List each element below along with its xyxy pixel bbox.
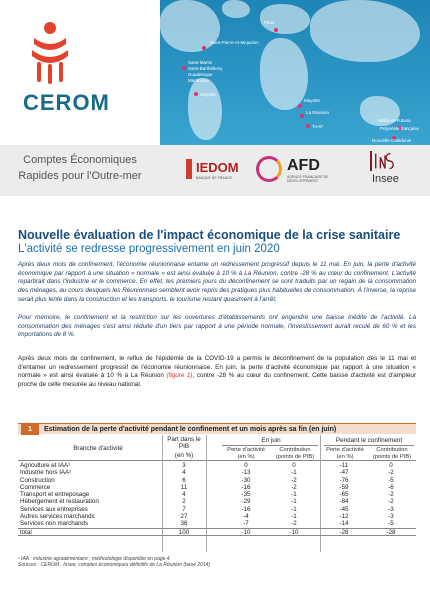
afd-ring-icon: [256, 156, 282, 182]
map-label-mayotte: Mayotte: [304, 98, 321, 103]
cell-confinement-contribution: -2: [388, 491, 394, 499]
cell-confinement-loss: -47: [339, 469, 349, 477]
cell-june-contribution: -2: [291, 483, 297, 491]
table-footnote: ¹ IAA : industrie agroalimentaire ; méthodologie disponible en page 4.: [18, 556, 171, 562]
cell-june-contribution: -1: [291, 498, 297, 506]
col-header-branch: Branche d'activité: [73, 445, 123, 452]
cell-june-contribution: -2: [291, 520, 297, 528]
map-land-south-america: [188, 78, 222, 140]
map-label-guyane: Guyane: [200, 92, 216, 97]
world-map: [160, 0, 430, 145]
afd-name: AFD: [287, 157, 320, 174]
table-sources: Sources : CEROM ; Insee, comptes économiques définitifs de La Réunion (base 2014): [18, 562, 211, 568]
activity-loss-table: [18, 423, 416, 553]
tagline-line-1: Comptes Économiques: [23, 154, 137, 166]
cell-share: 36: [180, 520, 188, 528]
cell-confinement-contribution: -3: [388, 513, 394, 521]
cell-share: 4: [182, 469, 186, 477]
map-label-guadeloupe: Guadeloupe: [188, 72, 213, 77]
cell-confinement-contribution: -3: [388, 505, 394, 513]
cell-june-loss-total: -10: [241, 528, 251, 536]
table-row: [18, 484, 416, 491]
iedom-mark-icon: [186, 159, 192, 179]
cell-confinement-contribution: -2: [388, 498, 394, 506]
cell-branch: Autres services marchands: [20, 513, 95, 521]
cell-confinement-loss: -84: [339, 498, 349, 506]
map-label-reunion: La Réunion: [306, 110, 330, 115]
col-header-conf-contrib-2: (points de PIB): [372, 453, 412, 460]
cell-confinement-contribution-total: -28: [386, 528, 396, 536]
map-label-caledonie: Nouvelle-Calédonie: [372, 138, 412, 143]
iedom-subtitle: BANQUE DE FRANCE: [196, 176, 232, 180]
table-total-row: [18, 528, 416, 536]
map-land-africa: [260, 38, 308, 110]
cerom-emblem-icon: [30, 20, 70, 84]
cell-branch: Commerce: [20, 483, 51, 491]
map-land-europe: [260, 4, 310, 34]
table-row: [18, 469, 416, 476]
table-row: [18, 477, 416, 484]
cell-confinement-loss: -11: [339, 462, 349, 469]
cell-confinement-loss: -59: [339, 483, 349, 491]
table-row: [18, 491, 416, 498]
cell-branch: Services aux entreprises: [20, 505, 88, 513]
cell-branch: Services non marchands: [20, 520, 89, 528]
col-header-jun-perte-1: Perte d'activité: [227, 447, 265, 453]
afd-subtitle: AGENCE FRANÇAISE DE DÉVELOPPEMENT: [287, 175, 329, 183]
cell-branch: Agriculture et IAA¹: [20, 462, 71, 469]
body-paragraph-1: [18, 355, 416, 390]
cell-share: 3: [182, 462, 186, 469]
col-header-share-1: Part dans le: [167, 436, 201, 443]
figure-reference-link[interactable]: (figure 1): [166, 372, 193, 380]
cell-share: 11: [180, 483, 188, 491]
cell-branch: Construction: [20, 476, 55, 484]
cell-june-loss: -13: [241, 469, 251, 477]
map-marker-mayotte: [298, 104, 302, 108]
table-row: [18, 462, 416, 469]
cell-june-contribution: -1: [291, 505, 297, 513]
header: [0, 0, 430, 196]
cell-june-loss: -7: [243, 520, 249, 528]
cell-june-loss: 0: [244, 462, 248, 469]
body-text-part-a: Après deux mois de confinement, le reflux de l'épidémie de la COVID-19 a permis le déconfinement de la population dès le 11 mai et d'entamer un redressement progressif de l'économie réunionnaise. En juin, la perte d'activité économique par rapport à une situation « normale » est ainsi évaluée à 10 % à La Réunion: [18, 355, 416, 380]
body-text-part-b: , contre -28 % au cœur du confinement. Cette baisse d'activité est d'ampleur proche de celle mesurée au niveau national.: [18, 372, 416, 389]
map-land-greenland: [222, 0, 250, 18]
tagline-band: [0, 145, 160, 196]
map-label-saint-barthelemy: Saint-Barthélemy: [188, 66, 223, 71]
map-label-paris: Paris: [264, 20, 275, 25]
map-marker-spm: [202, 46, 206, 50]
cell-confinement-contribution: 0: [389, 462, 393, 469]
cell-confinement-contribution: -5: [388, 476, 394, 484]
cell-june-loss: -16: [241, 483, 251, 491]
afd-logo: [256, 153, 336, 187]
col-header-conf-contrib-1: Contribution: [376, 447, 408, 453]
map-label-wallis: Wallis-et-Futuna: [378, 118, 411, 123]
table-title: Estimation de la perte d'activité pendant le confinement et un mois après sa fin (en juin): [44, 425, 337, 433]
cell-june-contribution: -1: [291, 491, 297, 499]
cell-june-contribution: -1: [291, 513, 297, 521]
tagline-line-2: Rapides pour l'Outre-mer: [18, 170, 142, 182]
cell-june-contribution-total: -10: [289, 528, 299, 536]
map-marker-reunion: [300, 114, 304, 118]
cell-confinement-contribution: -5: [388, 520, 394, 528]
intro-paragraph-1: Après deux mois de confinement, l'économie réunionnaise entame un redressement progressif depuis le 11 mai. En juin, la perte d'activité économique par rapport à une situation « normale » est ainsi évaluée à 10 % à La Réunion, contre -28 % au cœur du confinement. L'activité repartirait dans l'industrie et le commerce. En effet, les premiers jours du déconfinement se sont traduits par un regain de la consommation des ménages, au cours desquels les Réunionnais semblent avoir repris des pratiques plus habituelles de consommation. À l'inverse, la reprise serait plus lente dans la construction et les transports, le tourisme restant quasiment à l'arrêt.: [18, 261, 416, 303]
cell-confinement-loss: -65: [339, 491, 349, 499]
cell-branch: Industrie hors IAA¹: [20, 469, 72, 477]
insee-logo: [360, 151, 410, 189]
insee-name: Insee: [372, 173, 399, 185]
map-label-polynesie: Polynésie française: [380, 126, 420, 131]
iedom-name: IEDOM: [196, 160, 239, 175]
cell-june-contribution: -2: [291, 476, 297, 484]
cell-share: 27: [180, 513, 188, 521]
header-underline-june: [222, 445, 318, 446]
cell-june-loss: -35: [241, 491, 251, 499]
col-header-share-3: (en %): [174, 452, 194, 459]
partners-band: [160, 145, 430, 196]
cell-june-contribution: -1: [291, 469, 297, 477]
cell-june-loss: -30: [241, 476, 251, 484]
cell-branch: Transport et entreposage: [20, 491, 90, 499]
header-underline-confinement: [324, 445, 414, 446]
cell-branch: Hébergement et restauration: [20, 498, 99, 506]
cell-confinement-contribution: -6: [388, 483, 394, 491]
map-label-spm: Saint-Pierre-et-Miquelon: [210, 40, 259, 45]
table-row: [18, 498, 416, 505]
cell-june-loss: -16: [241, 505, 251, 513]
table-row: [18, 520, 416, 527]
cell-branch-total: total: [20, 528, 32, 536]
col-header-conf-perte-2: (en %): [336, 453, 354, 460]
cell-share-total: 100: [178, 528, 190, 536]
col-header-jun-contrib-1: Contribution: [279, 447, 311, 453]
table-notes: [18, 556, 416, 568]
iedom-logo: [184, 156, 244, 186]
col-header-jun-perte-2: (en %): [237, 453, 255, 460]
col-header-june: En juin: [261, 437, 281, 444]
col-header-confinement: Pendant le confinement: [335, 437, 403, 444]
cell-share: 2: [182, 498, 186, 506]
map-marker-paris: [274, 28, 278, 32]
table-title-bar: [18, 423, 416, 434]
map-label-saint-martin: Saint-Martin: [188, 60, 213, 65]
cell-share: 7: [182, 505, 186, 513]
table-row: [18, 513, 416, 520]
map-label-martinique: Martinique: [188, 78, 210, 83]
cell-confinement-loss: -14: [339, 520, 349, 528]
cell-june-loss: -29: [241, 498, 251, 506]
cell-share: 6: [182, 476, 186, 484]
table-body: [18, 462, 416, 536]
cell-confinement-loss: -76: [339, 476, 349, 484]
cerom-logo-panel: [0, 0, 160, 145]
cell-confinement-loss-total: -28: [339, 528, 349, 536]
page-title: Nouvelle évaluation de l'impact économique de la crise sanitaire: [18, 228, 401, 242]
cell-june-loss: -4: [243, 513, 249, 521]
cell-confinement-contribution: -2: [388, 469, 394, 477]
brand-name: CEROM: [23, 90, 110, 115]
col-header-jun-contrib-2: (points de PIB): [275, 453, 315, 460]
insee-mark-icon: [370, 151, 398, 171]
table-row: [18, 506, 416, 513]
map-marker-taaf: [306, 124, 310, 128]
col-header-conf-perte-1: Perte d'activité: [326, 447, 364, 453]
cell-confinement-loss: -45: [339, 505, 349, 513]
map-label-taaf: TAAF: [312, 124, 324, 129]
col-header-share-2: PIB: [178, 443, 190, 450]
table-header: [18, 435, 416, 461]
map-marker-antilles: [182, 66, 186, 70]
cell-june-contribution: 0: [292, 462, 296, 469]
cell-confinement-loss: -12: [339, 513, 349, 521]
table-number: 1: [21, 424, 39, 435]
map-land-asia: [310, 0, 420, 62]
page-subtitle: L'activité se redresse progressivement en juin 2020: [18, 243, 280, 255]
cell-share: 4: [182, 491, 186, 499]
intro-paragraph-2: Pour mémoire, le confinement et la restriction sur les ouvertures d'établissements ont engendré une baisse inédite de l'activité. La consommation des ménages s'est ainsi réduite d'un tiers par rapport à une période normale, l'investissement aurait reculé de 60 % et les importations de 8 %.: [18, 314, 416, 339]
map-marker-guyane: [194, 92, 198, 96]
